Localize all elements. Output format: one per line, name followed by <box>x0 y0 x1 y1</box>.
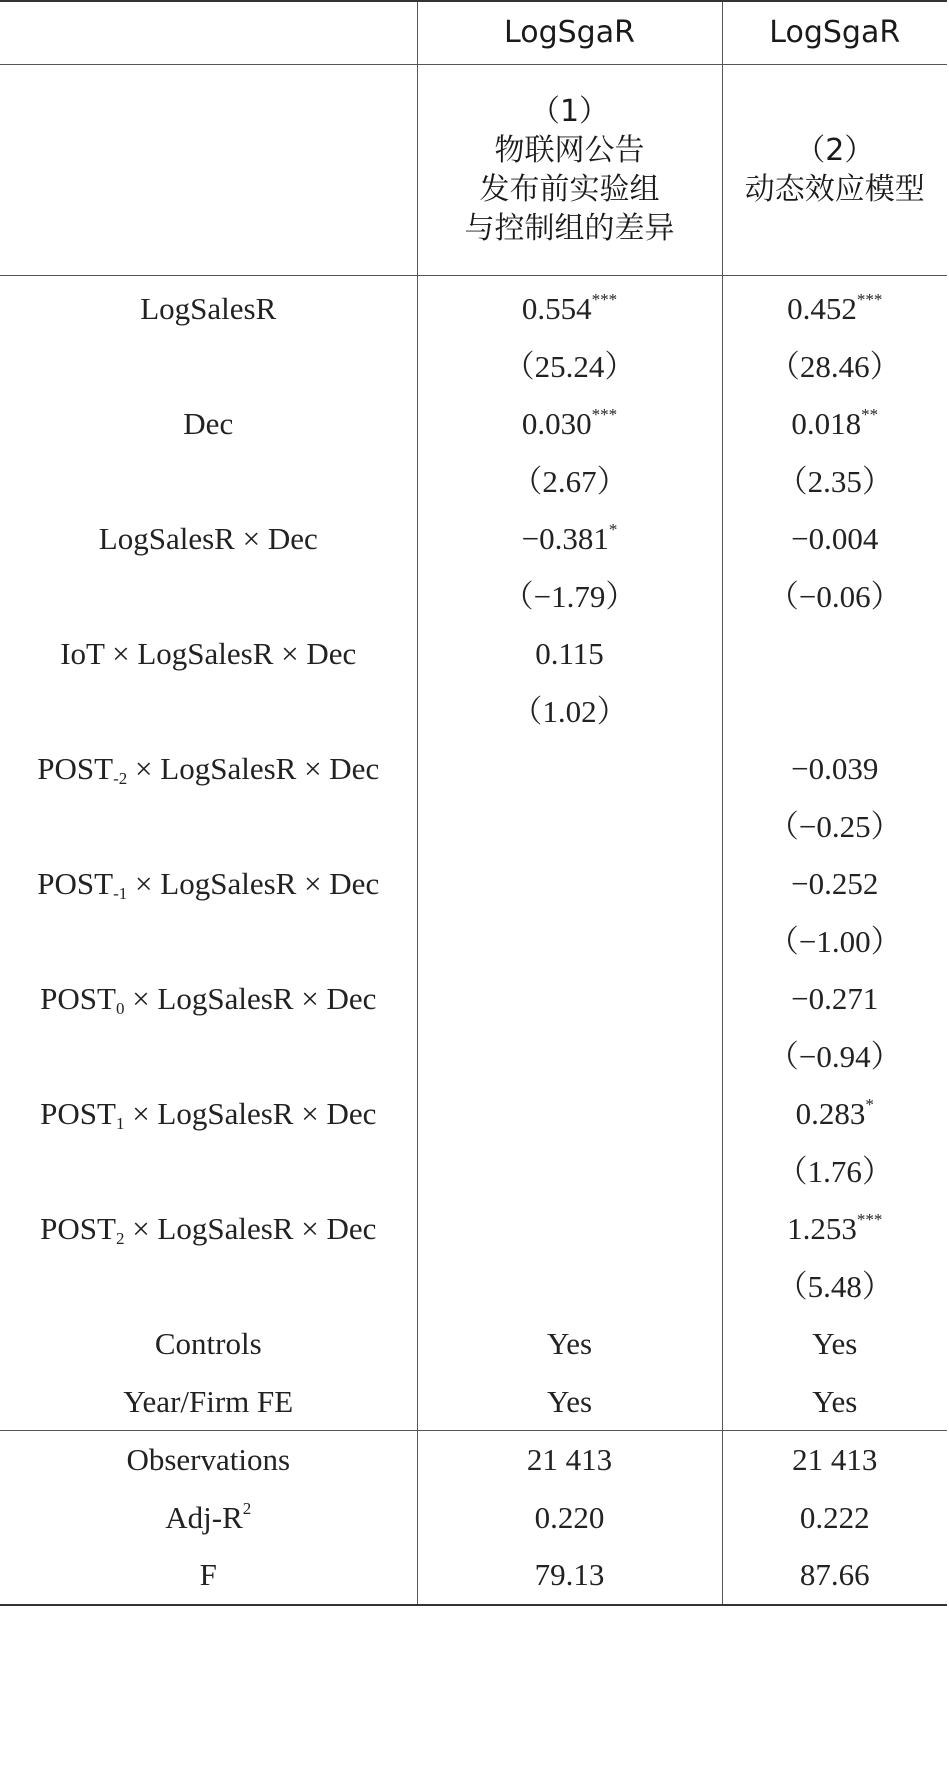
col2-value-cell <box>722 510 947 568</box>
row-label-text: LogSalesR × Dec <box>98 521 318 557</box>
col1-model-label <box>417 65 722 276</box>
table-row <box>0 683 947 741</box>
col1-value-cell <box>417 276 722 338</box>
col1-significance-stars: * <box>608 520 618 540</box>
header-row-model-labels <box>0 65 947 276</box>
row-label-text: Adj-R <box>165 1499 243 1535</box>
row-label-text: × LogSalesR × Dec <box>124 981 377 1017</box>
row-label-text: Observations <box>126 1442 291 1478</box>
row-label <box>0 1200 417 1258</box>
col1-value: 21 413 <box>526 1442 613 1478</box>
col2-value: −0.252 <box>791 866 879 902</box>
col2-label-line: 动态效应模型 <box>744 172 925 207</box>
row-label <box>0 1085 417 1143</box>
col2-value-cell <box>722 453 947 511</box>
col2-value: （−0.25） <box>767 808 902 844</box>
col2-model-label <box>722 65 947 276</box>
col2-value: −0.271 <box>791 981 879 1017</box>
col1-value: 0.030 <box>521 406 592 442</box>
row-label <box>0 395 417 453</box>
row-label <box>0 798 417 856</box>
col1-significance-stars: *** <box>591 290 618 310</box>
col2-value-cell <box>722 798 947 856</box>
col1-value: Yes <box>546 1326 593 1362</box>
col1-value-cell <box>417 1315 722 1373</box>
col2-value: 0.018 <box>791 406 862 442</box>
col1-value: （−1.79） <box>502 578 637 614</box>
row-label-text: × LogSalesR × Dec <box>124 1096 377 1132</box>
col1-value-cell <box>417 338 722 396</box>
table-row <box>0 1143 947 1201</box>
col1-value-cell <box>417 1028 722 1086</box>
row-label <box>0 338 417 396</box>
col1-value: （2.67） <box>511 463 628 499</box>
row-label-text: × LogSalesR × Dec <box>124 1211 377 1247</box>
stats-row <box>0 1431 947 1489</box>
col2-label-line: （2） <box>795 133 875 168</box>
col2-value-cell <box>722 1085 947 1143</box>
stats-row <box>0 1489 947 1547</box>
col2-value-cell <box>722 395 947 453</box>
col1-value: 79.13 <box>534 1557 605 1593</box>
row-label-subscript: 1 <box>115 1114 125 1134</box>
col2-value-cell <box>722 1431 947 1489</box>
col2-value-cell <box>722 625 947 683</box>
col2-value-cell <box>722 1143 947 1201</box>
col2-value: 0.452 <box>787 291 857 327</box>
row-label-subscript: -2 <box>113 769 128 789</box>
col1-label-line: 与控制组的差异 <box>464 211 675 246</box>
col1-label-line: （1） <box>529 94 610 129</box>
col1-value: 0.115 <box>535 636 604 672</box>
col1-value-cell <box>417 1200 722 1258</box>
col2-value-cell <box>722 1200 947 1258</box>
col2-value-cell <box>722 1315 947 1373</box>
table-row <box>0 338 947 396</box>
col2-value-cell <box>722 855 947 913</box>
col1-value-cell <box>417 625 722 683</box>
col2-value: （1.76） <box>776 1153 893 1189</box>
col1-value-cell <box>417 395 722 453</box>
col2-value-cell <box>722 568 947 626</box>
col2-value-cell <box>722 1258 947 1316</box>
col1-value-cell <box>417 740 722 798</box>
col1-label-line: 物联网公告 <box>494 133 645 168</box>
row-label-text: Year/Firm FE <box>123 1383 294 1419</box>
row-label-text: POST <box>40 1096 116 1132</box>
row-label <box>0 1258 417 1316</box>
row-label <box>0 1546 417 1605</box>
col2-value-cell <box>722 970 947 1028</box>
col2-value-cell <box>722 683 947 741</box>
col2-value: （2.35） <box>776 463 893 499</box>
row-label-subscript: -1 <box>113 884 128 904</box>
row-label-text: IoT × LogSalesR × Dec <box>60 636 357 672</box>
col2-value: 0.222 <box>799 1499 870 1535</box>
col2-value: 21 413 <box>792 1442 878 1478</box>
table-row <box>0 798 947 856</box>
col2-value-cell <box>722 1489 947 1547</box>
col2-value: 87.66 <box>799 1557 870 1593</box>
col2-value-cell <box>722 913 947 971</box>
row-label <box>0 913 417 971</box>
col1-value-cell <box>417 855 722 913</box>
row-label-superscript: 2 <box>242 1498 252 1518</box>
row-label-subscript: 0 <box>115 999 125 1019</box>
table-row <box>0 625 947 683</box>
row-label <box>0 276 417 338</box>
col1-value: Yes <box>546 1383 593 1419</box>
row-label <box>0 970 417 1028</box>
row-label <box>0 1143 417 1201</box>
col1-value: （1.02） <box>511 693 628 729</box>
table-row <box>0 510 947 568</box>
col2-value: （−0.94） <box>767 1038 902 1074</box>
col1-value-cell <box>417 798 722 856</box>
col2-value-cell <box>722 338 947 396</box>
row-label <box>0 1431 417 1489</box>
header-row-dependent-variable <box>0 1 947 65</box>
row-label-text: Controls <box>154 1326 262 1362</box>
row-label <box>0 1315 417 1373</box>
table-row <box>0 740 947 798</box>
table-row <box>0 1085 947 1143</box>
col1-value-cell <box>417 1085 722 1143</box>
col1-value-cell <box>417 1143 722 1201</box>
col2-dep-var: LogSgaR <box>722 1 947 65</box>
table-row <box>0 395 947 453</box>
col2-value: （−0.06） <box>767 578 902 614</box>
col2-value: −0.004 <box>791 521 879 557</box>
col2-value: （28.46） <box>768 348 901 384</box>
col1-dep-var: LogSgaR <box>417 1 722 65</box>
row-label <box>0 1028 417 1086</box>
col1-value-cell <box>417 510 722 568</box>
table-row <box>0 568 947 626</box>
col1-value-cell <box>417 453 722 511</box>
row-label-text: Dec <box>183 406 234 442</box>
col1-value-cell <box>417 970 722 1028</box>
row-label <box>0 1489 417 1547</box>
table-row <box>0 276 947 338</box>
row-label <box>0 568 417 626</box>
col2-value: Yes <box>812 1383 858 1419</box>
col2-value: 1.253 <box>787 1211 857 1247</box>
col1-label-line: 发布前实验组 <box>479 172 660 207</box>
row-label-text: POST <box>40 981 116 1017</box>
col2-value: （−1.00） <box>767 923 902 959</box>
header-stub-cell <box>0 1 417 65</box>
col2-value-cell <box>722 1028 947 1086</box>
table-row <box>0 1200 947 1258</box>
row-label-text: × LogSalesR × Dec <box>127 751 380 787</box>
table-row <box>0 1028 947 1086</box>
row-label-text: POST <box>37 866 114 902</box>
col2-value: 0.283 <box>795 1096 866 1132</box>
col1-value-cell <box>417 568 722 626</box>
col2-value: （5.48） <box>776 1268 893 1304</box>
col2-significance-stars: ** <box>861 405 879 425</box>
table-row <box>0 970 947 1028</box>
col2-significance-stars: *** <box>856 1210 883 1230</box>
col2-value-cell <box>722 740 947 798</box>
row-label <box>0 453 417 511</box>
col1-value-cell <box>417 1546 722 1605</box>
row-label-text: × LogSalesR × Dec <box>127 866 380 902</box>
col1-value-cell <box>417 913 722 971</box>
table-row <box>0 453 947 511</box>
table-row <box>0 1258 947 1316</box>
col1-value-cell <box>417 1489 722 1547</box>
col1-value-cell <box>417 1373 722 1431</box>
col1-value: 0.220 <box>534 1499 605 1535</box>
col1-value-cell <box>417 1431 722 1489</box>
header-stub-cell <box>0 65 417 276</box>
col1-value: 0.554 <box>521 291 592 327</box>
col2-value-cell <box>722 1546 947 1605</box>
row-label-text: LogSalesR <box>140 291 277 327</box>
row-label <box>0 740 417 798</box>
row-label <box>0 683 417 741</box>
col1-significance-stars: *** <box>591 405 618 425</box>
col1-value: −0.381 <box>521 521 609 557</box>
col1-value-cell <box>417 683 722 741</box>
row-label <box>0 510 417 568</box>
col2-value: −0.039 <box>791 751 879 787</box>
row-label-text: POST <box>37 751 114 787</box>
row-label-text: F <box>199 1557 217 1593</box>
row-label-subscript: 2 <box>115 1229 125 1249</box>
col2-value-cell <box>722 1373 947 1431</box>
col2-significance-stars: * <box>865 1095 874 1115</box>
table-row <box>0 1373 947 1431</box>
table-row <box>0 855 947 913</box>
stats-row <box>0 1546 947 1605</box>
row-label-text: POST <box>40 1211 116 1247</box>
row-label <box>0 1373 417 1431</box>
table-row <box>0 913 947 971</box>
table-row <box>0 1315 947 1373</box>
col1-value-cell <box>417 1258 722 1316</box>
col2-value-cell <box>722 276 947 338</box>
col2-significance-stars: *** <box>856 290 883 310</box>
col1-value: （25.24） <box>503 348 636 384</box>
col2-value: Yes <box>812 1326 858 1362</box>
row-label <box>0 855 417 913</box>
row-label <box>0 625 417 683</box>
